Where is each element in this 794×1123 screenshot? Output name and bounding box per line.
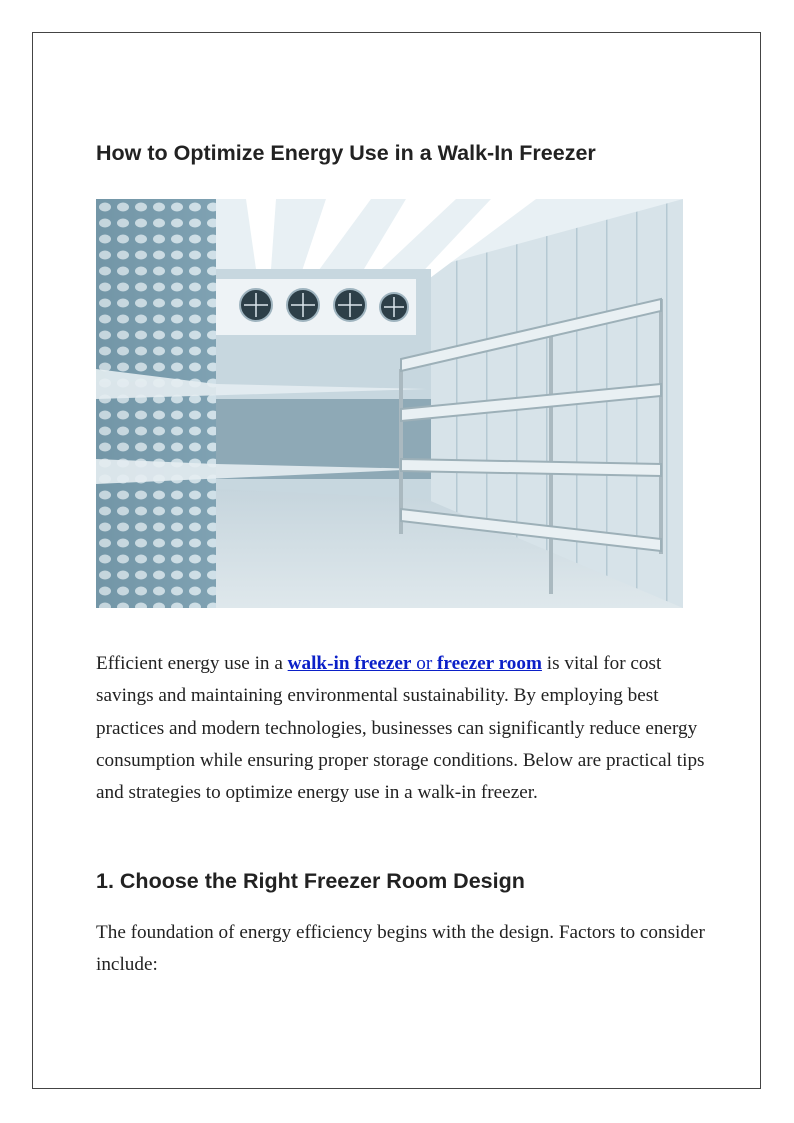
section-heading: 1. Choose the Right Freezer Room Design	[96, 869, 525, 893]
section-paragraph: The foundation of energy efficiency begins with the design. Factors to consider include:	[96, 922, 705, 976]
intro-text-end: is vital for cost savings and maintaining environmental sustainability. By employing best practices and modern technologies, businesses can significantly reduce energy consumption while ensuring proper storage conditions. Below are practical tips and strategies to optimize energy use in a walk-in freezer.	[96, 653, 705, 804]
walk-in-freezer-link[interactable]: walk-in freezer	[287, 653, 412, 674]
or-link-text[interactable]: or	[411, 653, 438, 674]
intro-paragraph	[96, 648, 706, 809]
freezer-room-link[interactable]: freezer room	[437, 653, 542, 674]
page-title: How to Optimize Energy Use in a Walk-In Freezer	[96, 141, 596, 165]
walk-in-freezer-photo-icon	[96, 199, 683, 608]
intro-text-start: Efficient energy use in a	[96, 653, 288, 674]
